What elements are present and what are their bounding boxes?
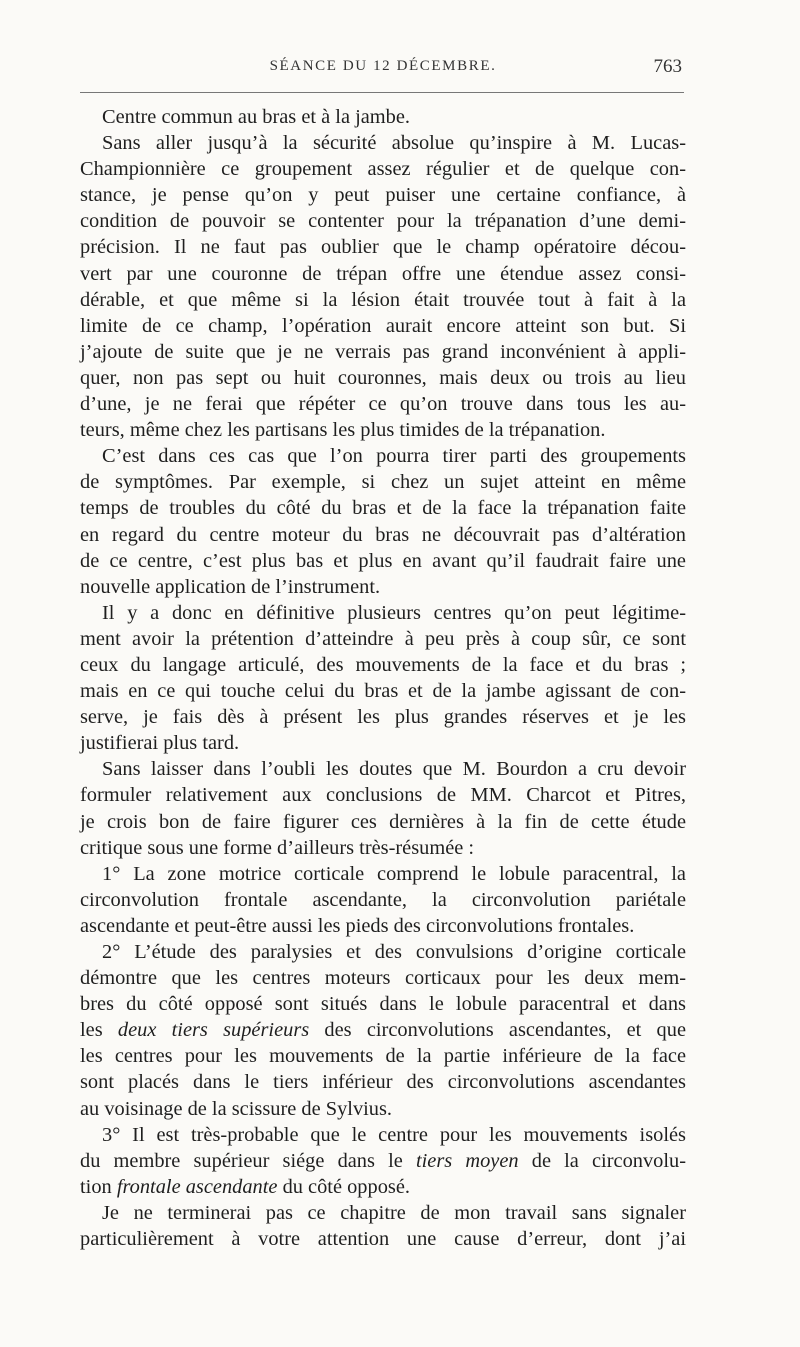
text-line [80,600,686,626]
text-run: formuler relativement aux conclusions de MM. Charcot et Pitres, [80,784,686,807]
text-line [80,1069,686,1095]
text-line [80,1148,686,1174]
text-run: justifierai plus tard. [80,732,240,755]
text-line [80,313,686,339]
text-run: Sans aller jusqu’à la sécurité absolue qu’inspire à M. Lucas- [102,132,686,155]
text-run: 2° L’étude des paralysies et des convulsions d’origine corticale [102,941,686,963]
text-line [80,365,686,391]
text-run: du membre supérieur siége dans le [80,1149,416,1172]
text-line [80,469,686,495]
page-number: 763 [653,56,682,77]
text-run: serve, je fais dès à présent les plus grandes réserves et je les [80,706,686,729]
text-line [80,809,686,835]
text-run: démontre que les centres moteurs corticaux pour les deux mem- [80,967,686,990]
text-run: particulièrement à votre attention une cause d’erreur, dont j’ai [80,1228,686,1251]
text-run: j’ajoute de suite que je ne verrais pas grand inconvénient à appli- [80,340,686,363]
body-text [80,104,686,1252]
text-line [80,104,686,130]
text-run: sont placés dans le tiers inférieur des circonvolutions ascendantes [80,1071,686,1094]
text-run: mais en ce qui touche celui du bras et de la jambe agissant de con- [80,680,686,703]
text-run: circonvolution frontale ascendante, la circonvolution pariétale [80,888,686,911]
text-line [80,417,686,443]
text-line [80,182,686,208]
text-line [80,287,686,313]
text-line [80,495,686,521]
text-line [80,574,686,600]
text-line [80,208,686,234]
text-line [80,1226,686,1252]
text-line [80,443,686,469]
text-run: quer, non pas sept ou huit couronnes, mais deux ou trois au lieu [80,366,686,389]
text-line [80,339,686,365]
text-line [80,939,686,965]
text-line [80,1043,686,1069]
text-line [80,965,686,991]
text-run: Il y a donc en définitive plusieurs centres qu’on peut légitime- [102,601,686,624]
text-run: critique sous une forme d’ailleurs très-résumée : [80,836,475,859]
text-line [80,835,686,861]
text-line [80,1122,686,1148]
text-run: 1° La zone motrice corticale comprend le lobule paracentral, la [102,862,686,885]
text-run: Centre commun au bras et à la jambe. [102,106,411,128]
text-run: teurs, même chez les partisans les plus timides de la trépanation. [80,419,606,442]
text-line [80,887,686,913]
text-line [80,1200,686,1226]
text-run: de ce centre, c’est plus bas et plus en avant qu’il faudrait faire une [80,549,686,572]
text-run: de symptômes. Par exemple, si chez un sujet atteint en même [80,471,686,494]
text-line [80,626,686,652]
text-line [80,522,686,548]
text-line [80,782,686,808]
text-run: Sans laisser dans l’oubli les doutes que M. Bourdon a cru devoir [102,758,686,781]
text-line [80,156,686,182]
text-line [80,234,686,260]
text-line [80,1096,686,1122]
running-head [80,58,686,84]
text-run: nouvelle application de l’instrument. [80,575,381,598]
running-head-title: SÉANCE DU 12 DÉCEMBRE. [269,58,497,74]
text-run: des circonvolutions ascendantes, et que [309,1019,687,1042]
text-run: Championnière ce groupement assez régulier et de quelque con- [80,158,686,181]
text-line [80,730,686,756]
text-line [80,861,686,887]
text-run: 3° Il est très-probable que le centre pour les mouvements isolés [102,1123,686,1146]
text-line [80,391,686,417]
text-run: dérable, et que même si la lésion était trouvée tout à fait à la [80,288,686,311]
text-run: ascendante et peut-être aussi les pieds des circonvolutions frontales. [80,914,635,937]
text-line [80,130,686,156]
italic-run: frontale ascendante [116,1175,278,1198]
text-run: bres du côté opposé sont situés dans le lobule paracentral et dans [80,993,686,1016]
text-line [80,548,686,574]
text-run: C’est dans ces cas que l’on pourra tirer parti des groupements [102,445,686,468]
italic-run: deux tiers supérieurs [117,1019,310,1042]
text-line [80,1017,686,1043]
text-run: stance, je pense qu’on y peut puiser une certaine confiance, à [80,184,686,207]
text-run: condition de pouvoir se contenter pour la trépanation d’une demi- [80,210,686,233]
text-line [80,678,686,704]
text-run: les centres pour les mouvements de la partie inférieure de la face [80,1045,686,1068]
text-line [80,756,686,782]
italic-run: tiers moyen [415,1149,519,1172]
text-run: ment avoir la prétention d’atteindre à peu près à coup sûr, ce sont [80,627,686,650]
text-run: précision. Il ne faut pas oublier que le champ opératoire décou- [80,236,686,259]
text-run: tion [80,1175,117,1198]
text-run: les [80,1019,118,1042]
text-line [80,704,686,730]
text-line [80,1174,686,1200]
text-line [80,261,686,287]
text-run: ceux du langage articulé, des mouvements de la face et du bras ; [80,653,686,676]
text-run: du côté opposé. [277,1175,410,1198]
text-run: au voisinage de la scissure de Sylvius. [80,1097,393,1120]
text-run: en regard du centre moteur du bras ne découvrait pas d’altération [80,523,686,546]
text-run: d’une, je ne ferai que répéter ce qu’on trouve dans tous les au- [80,393,686,416]
text-line [80,991,686,1017]
text-run: vert par une couronne de trépan offre une étendue assez consi- [80,262,686,285]
text-run: temps de troubles du côté du bras et de la face la trépanation faite [80,497,686,520]
text-run: je crois bon de faire figurer ces dernières à la fin de cette étude [80,810,686,833]
text-run: de la circonvolu- [518,1149,686,1172]
header-rule [80,92,684,93]
text-line [80,913,686,939]
text-line [80,652,686,678]
text-run: limite de ce champ, l’opération aurait encore atteint son but. Si [80,314,686,337]
text-run: Je ne terminerai pas ce chapitre de mon travail sans signaler [102,1201,686,1224]
